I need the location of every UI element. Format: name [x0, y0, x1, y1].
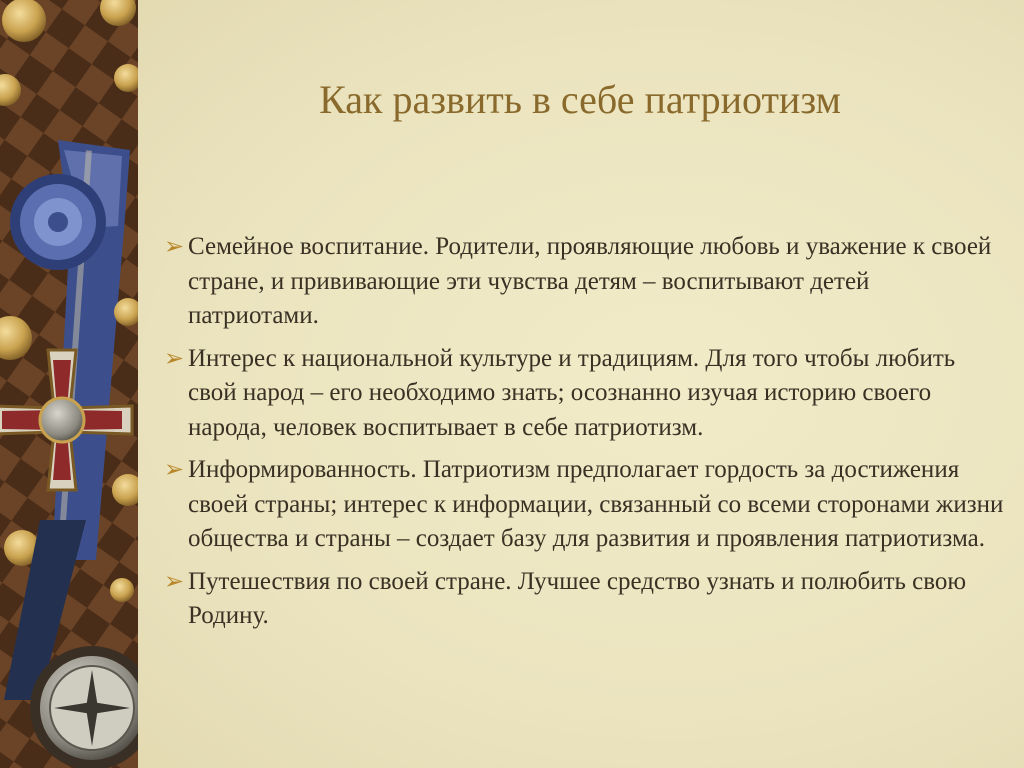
- bullet-item: [164, 453, 1004, 557]
- arrow-bullet-icon: ➢: [164, 234, 185, 260]
- decorative-medals-image: [0, 0, 138, 768]
- slide-title: Как развить в себе патриотизм: [319, 77, 841, 122]
- bullet-text: Семейное воспитание. Родители, проявляющие любовь и уважение к своей стране, и прививающие эти чувства детям – воспитывают детей патриотами.: [188, 233, 992, 329]
- bullet-text: Интерес к национальной культуре и традициям. Для того чтобы любить свой народ – его необходимо знать; осознанно изучая историю своего народа, человек воспитывает в себе патриотизм.: [188, 344, 956, 441]
- bullet-list: [164, 230, 1004, 642]
- bullet-item: [164, 342, 1004, 446]
- arrow-bullet-icon: ➢: [164, 568, 185, 595]
- bullet-item: [164, 565, 1004, 634]
- arrow-bullet-icon: ➢: [164, 345, 185, 372]
- bullet-text: Путешествия по своей стране. Лучшее средство узнать и полюбить свою Родину.: [188, 567, 967, 629]
- arrow-bullet-icon: ➢: [164, 457, 185, 483]
- bullet-text: Информированность. Патриотизм предполагает гордость за достижения своей страны; интерес к информации, связанный со всеми сторонами жизни общества и страны – создает базу для развития и проявления патриотизма.: [188, 456, 1004, 552]
- bullet-item: [164, 230, 1004, 334]
- medals-illustration: [0, 0, 138, 768]
